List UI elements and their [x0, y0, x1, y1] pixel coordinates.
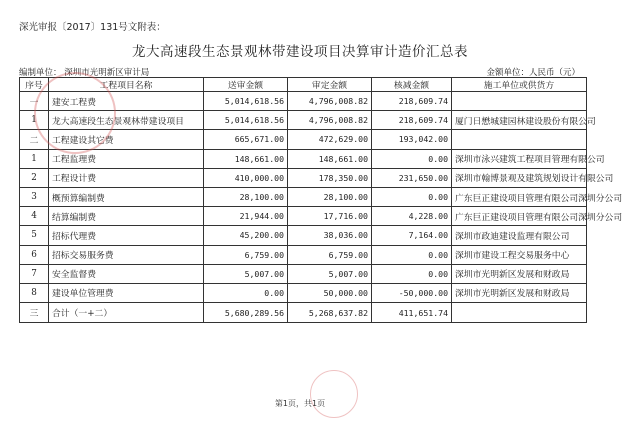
row-number: 2: [20, 168, 49, 187]
table-row: [20, 245, 587, 264]
row-number: 一: [20, 92, 49, 111]
row-contractor: 深圳市翰博景观及建筑规划设计有限公司: [452, 168, 587, 187]
table-row: [20, 187, 587, 206]
compiling-unit: 编制单位： 深圳市光明新区审计局: [19, 68, 150, 78]
row-approved-amount: 17,716.00: [288, 207, 372, 226]
row-reduced-amount: 231,650.00: [372, 168, 452, 187]
row-submitted-amount: 148,661.00: [204, 149, 288, 168]
row-approved-amount: 28,100.00: [288, 187, 372, 206]
page-title: 龙大高速段生态景观林带建设项目决算审计造价汇总表: [132, 44, 468, 60]
row-approved-amount: 178,350.00: [288, 168, 372, 187]
row-reduced-amount: 411,651.74: [372, 303, 452, 323]
row-contractor: 深圳市泳兴建筑工程项目管理有限公司: [452, 149, 587, 168]
row-contractor: 深圳市建设工程交易服务中心: [452, 245, 587, 264]
row-item-name: 工程设计费: [49, 168, 204, 187]
row-item-name: 安全监督费: [49, 264, 204, 283]
row-submitted-amount: 28,100.00: [204, 187, 288, 206]
row-approved-amount: 4,796,008.82: [288, 111, 372, 130]
page-footer: 第1页，共1页: [274, 399, 326, 408]
row-number: 8: [20, 283, 49, 302]
row-approved-amount: 50,000.00: [288, 283, 372, 302]
row-submitted-amount: 5,680,289.56: [204, 303, 288, 323]
row-submitted-amount: 21,944.00: [204, 207, 288, 226]
row-reduced-amount: 193,042.00: [372, 130, 452, 149]
row-reduced-amount: 0.00: [372, 245, 452, 264]
header-submitted: 送审金额: [204, 78, 288, 92]
row-approved-amount: 148,661.00: [288, 149, 372, 168]
row-contractor: 广东巨正建设项目管理有限公司深圳分公司: [452, 207, 587, 226]
document-reference: 深光审报〔2017〕131号文附表：: [19, 22, 166, 33]
row-submitted-amount: 5,007.00: [204, 264, 288, 283]
row-contractor: [452, 130, 587, 149]
row-submitted-amount: 45,200.00: [204, 226, 288, 245]
row-number: 4: [20, 207, 49, 226]
table-row: [20, 303, 587, 323]
row-contractor: 深圳市光明新区发展和财政局: [452, 283, 587, 302]
table-row: [20, 149, 587, 168]
header-contractor: 施工单位或供货方: [452, 78, 587, 92]
row-submitted-amount: 665,671.00: [204, 130, 288, 149]
row-reduced-amount: 0.00: [372, 149, 452, 168]
row-number: 三: [20, 303, 49, 323]
row-approved-amount: 4,796,008.82: [288, 92, 372, 111]
row-approved-amount: 472,629.00: [288, 130, 372, 149]
row-item-name: 建设单位管理费: [49, 283, 204, 302]
header-approved: 审定金额: [288, 78, 372, 92]
row-approved-amount: 38,036.00: [288, 226, 372, 245]
row-reduced-amount: 218,609.74: [372, 111, 452, 130]
official-seal-partial: [310, 370, 358, 418]
table-row: [20, 226, 587, 245]
row-submitted-amount: 0.00: [204, 283, 288, 302]
row-item-name: 工程监理费: [49, 149, 204, 168]
row-reduced-amount: 7,164.00: [372, 226, 452, 245]
row-reduced-amount: -50,000.00: [372, 283, 452, 302]
header-no: 序号: [20, 78, 49, 92]
row-number: 6: [20, 245, 49, 264]
row-approved-amount: 6,759.00: [288, 245, 372, 264]
row-approved-amount: 5,268,637.82: [288, 303, 372, 323]
row-contractor: 广东巨正建设项目管理有限公司深圳分公司: [452, 187, 587, 206]
table-row: [20, 130, 587, 149]
row-item-name: 结算编制费: [49, 207, 204, 226]
audit-summary-table: [19, 77, 622, 323]
row-number: 1: [20, 149, 49, 168]
row-item-name: 概预算编制费: [49, 187, 204, 206]
row-item-name: 龙大高速段生态景观林带建设项目: [49, 111, 204, 130]
table-header-row: [20, 78, 587, 92]
row-number: 7: [20, 264, 49, 283]
row-reduced-amount: 0.00: [372, 264, 452, 283]
row-submitted-amount: 6,759.00: [204, 245, 288, 264]
table-row: [20, 168, 587, 187]
row-reduced-amount: 4,228.00: [372, 207, 452, 226]
table-row: [20, 92, 587, 111]
row-submitted-amount: 5,014,618.56: [204, 111, 288, 130]
row-contractor: 厦门日懋城建园林建设股份有限公司: [452, 111, 587, 130]
row-contractor: [452, 92, 587, 111]
row-contractor: [452, 303, 587, 323]
header-reduced: 核减金额: [372, 78, 452, 92]
row-contractor: 深圳市光明新区发展和财政局: [452, 264, 587, 283]
row-item-name: 建安工程费: [49, 92, 204, 111]
row-number: 3: [20, 187, 49, 206]
row-number: 二: [20, 130, 49, 149]
header-item-name: 工程项目名称: [49, 78, 204, 92]
row-item-name: 招标代理费: [49, 226, 204, 245]
row-contractor: 深圳市政迪建设监理有限公司: [452, 226, 587, 245]
row-reduced-amount: 0.00: [372, 187, 452, 206]
row-submitted-amount: 410,000.00: [204, 168, 288, 187]
row-reduced-amount: 218,609.74: [372, 92, 452, 111]
table-row: [20, 264, 587, 283]
row-submitted-amount: 5,014,618.56: [204, 92, 288, 111]
currency-unit: 金额单位：人民币（元）: [486, 68, 580, 78]
row-item-name: 工程建设其它费: [49, 130, 204, 149]
row-number: 5: [20, 226, 49, 245]
row-approved-amount: 5,007.00: [288, 264, 372, 283]
table-row: [20, 207, 587, 226]
table-row: [20, 283, 587, 302]
row-number: 1: [20, 111, 49, 130]
table-row: [20, 111, 587, 130]
row-item-name: 合计（一+二）: [49, 303, 204, 323]
row-item-name: 招标交易服务费: [49, 245, 204, 264]
